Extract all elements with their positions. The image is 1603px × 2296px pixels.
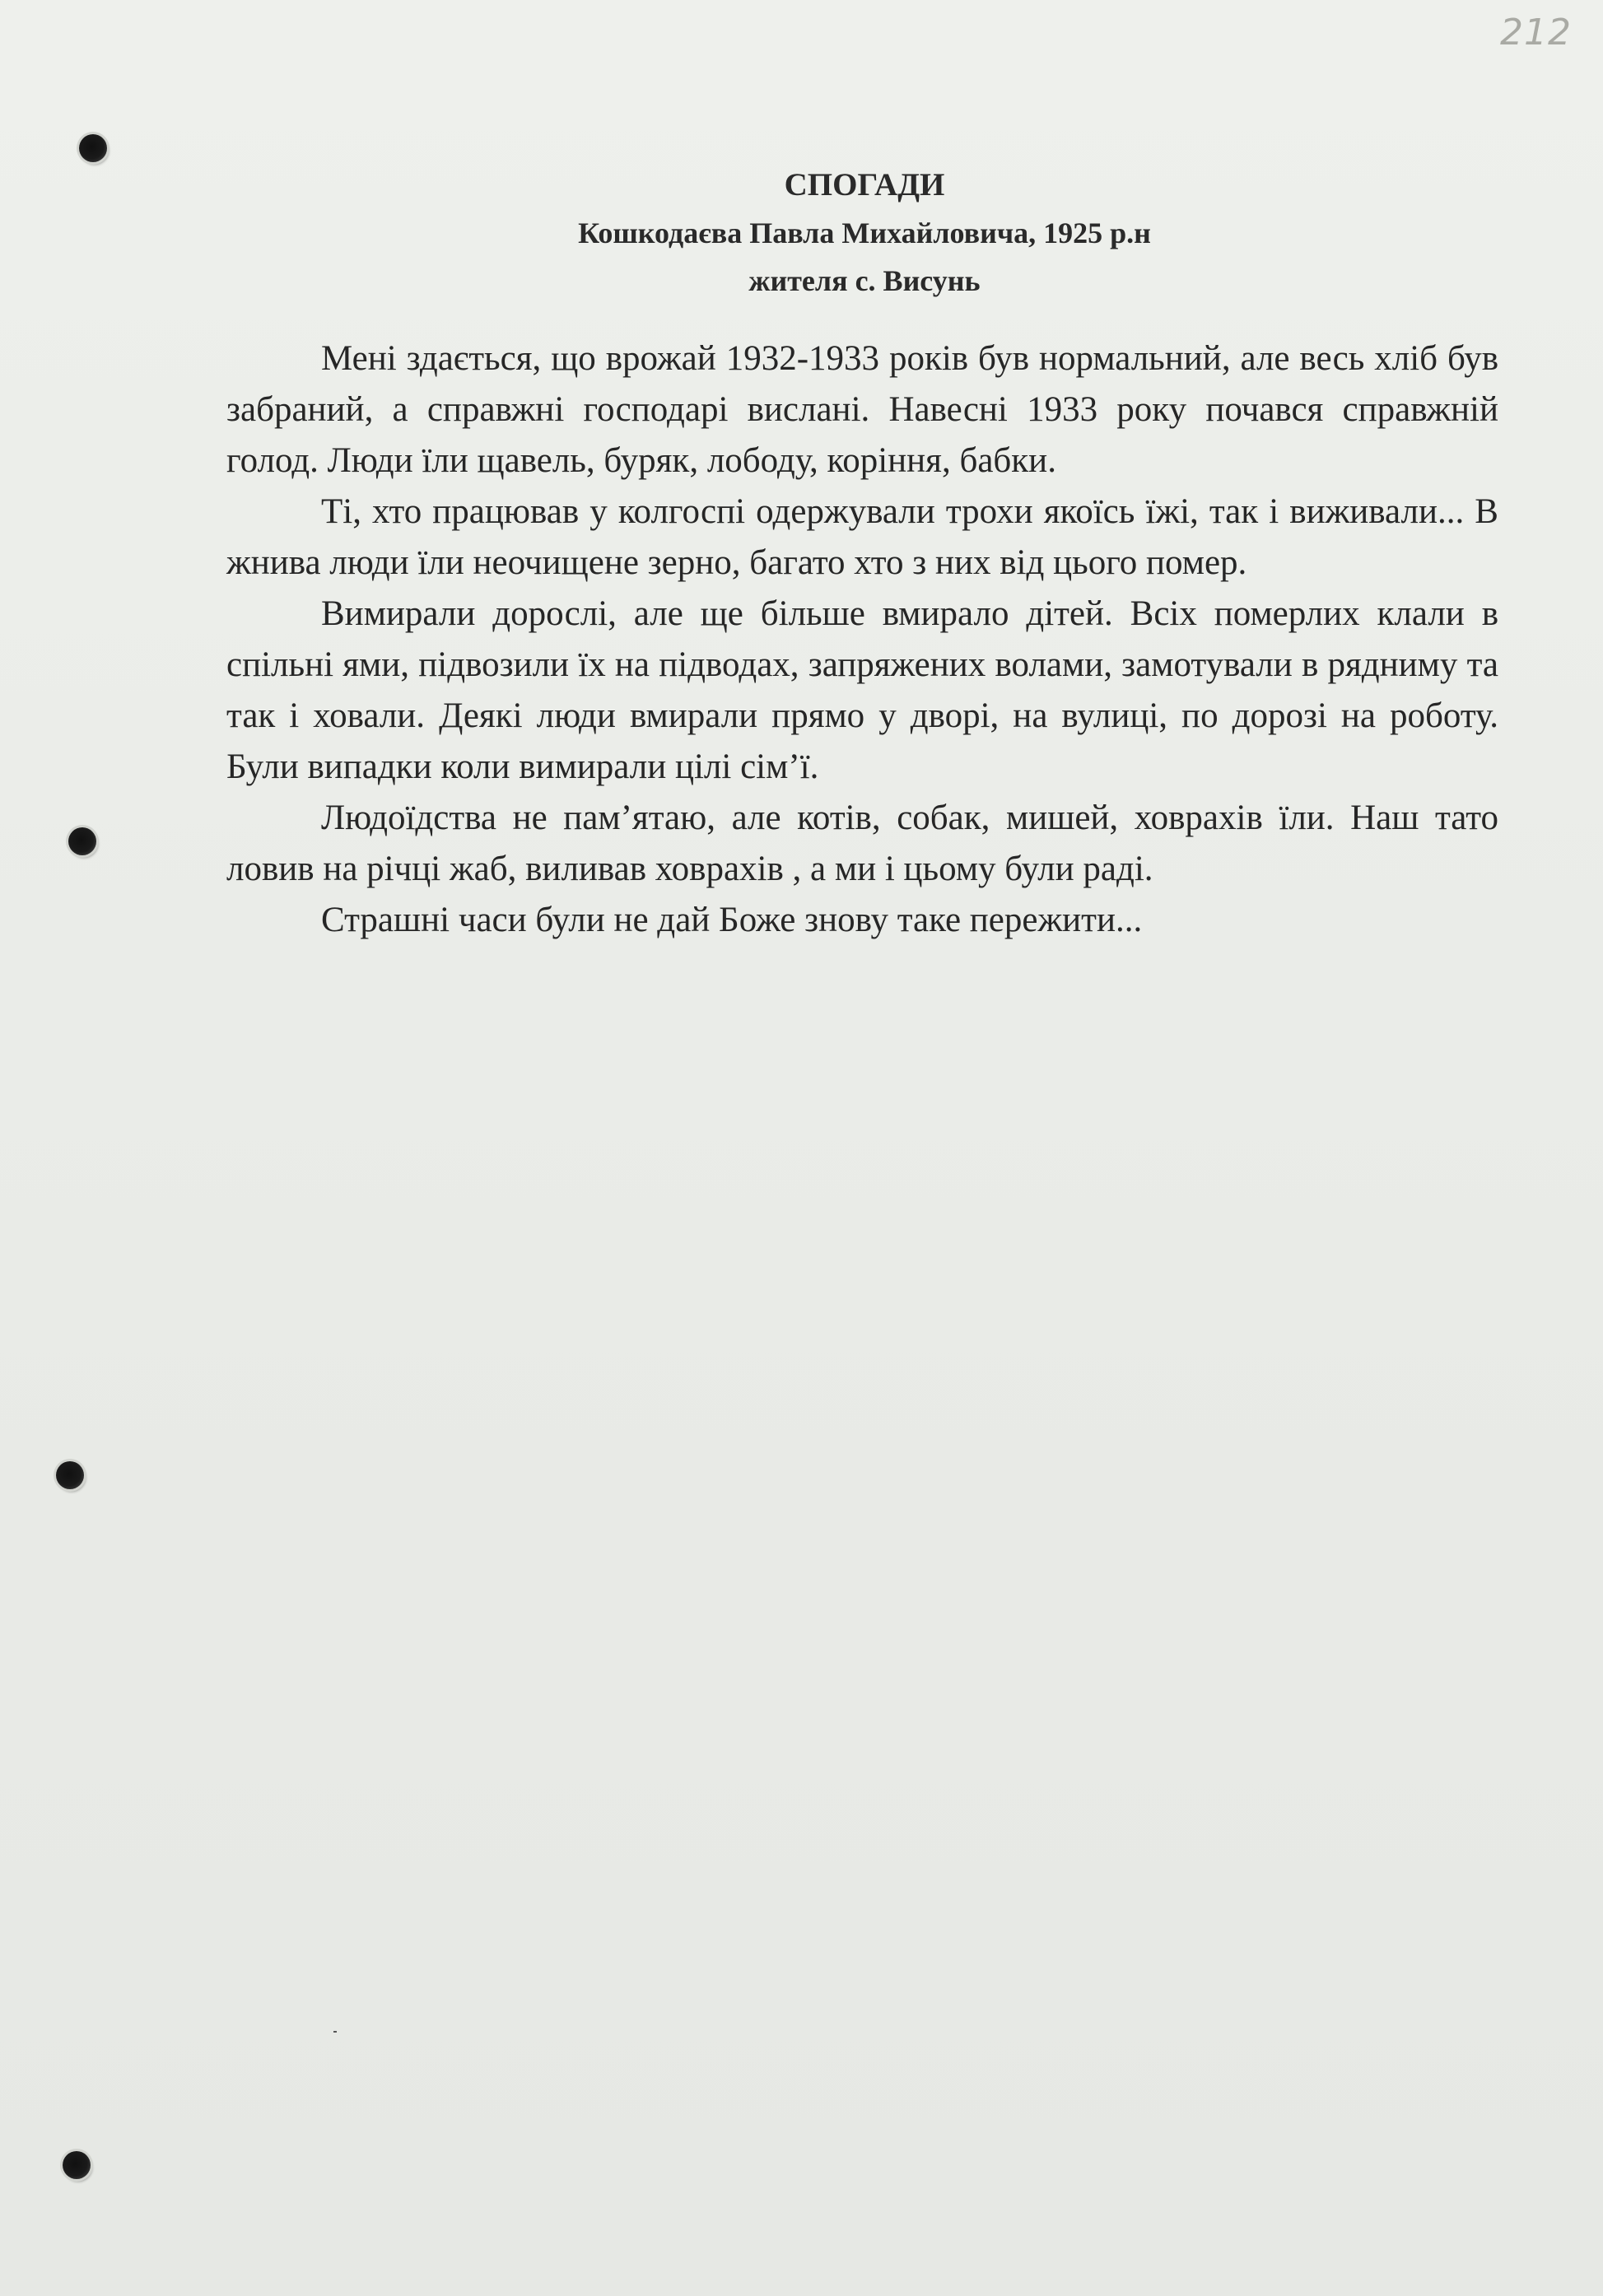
stray-mark: [333, 2031, 337, 2033]
punch-hole: [79, 134, 107, 162]
document-title: СПОГАДИ: [784, 167, 945, 203]
paragraph: Людоїдства не пам’ятаю, але котів, собак, мишей, ховрахів їли. Наш тато ловив на річці жаб, виливав ховрахів , а ми і цьому були раді.: [226, 799, 1498, 888]
document-subtitle-residence: жителя с. Висунь: [748, 264, 981, 297]
document-subtitle-author: Кошкодаєва Павла Михайловича, 1925 р.н: [578, 217, 1151, 249]
punch-hole: [63, 2151, 91, 2179]
document-body: [226, 333, 1498, 946]
document-heading: [0, 161, 1603, 305]
paragraph: Страшні часи були не дай Боже знову таке пережити...: [321, 901, 1143, 939]
paragraph: Вимирали дорослі, але ще більше вмирало дітей. Всіх померлих клали в спільні ями, підвозили їх на підводах, запряжених волами, замотували в рядниму та так і ховали. Деякі люди вмирали прямо у дворі, на вулиці, по дорозі на роботу. Були випадки коли вимирали цілі сім’ї.: [226, 594, 1498, 786]
punch-hole: [68, 827, 96, 855]
paragraph: Ті, хто працював у колгоспі одержували трохи якоїсь їжі, так і виживали... В жнива люди їли неочищене зерно, багато хто з них від цього помер.: [226, 492, 1498, 582]
page-number: 212: [1500, 12, 1572, 54]
punch-hole: [56, 1461, 84, 1489]
paragraph: Мені здається, що врожай 1932-1933 років був нормальний, але весь хліб був забраний, а справжні господарі вислані. Навесні 1933 року почався справжній голод. Люди їли щавель, буряк, лободу, коріння, бабки.: [226, 339, 1498, 480]
